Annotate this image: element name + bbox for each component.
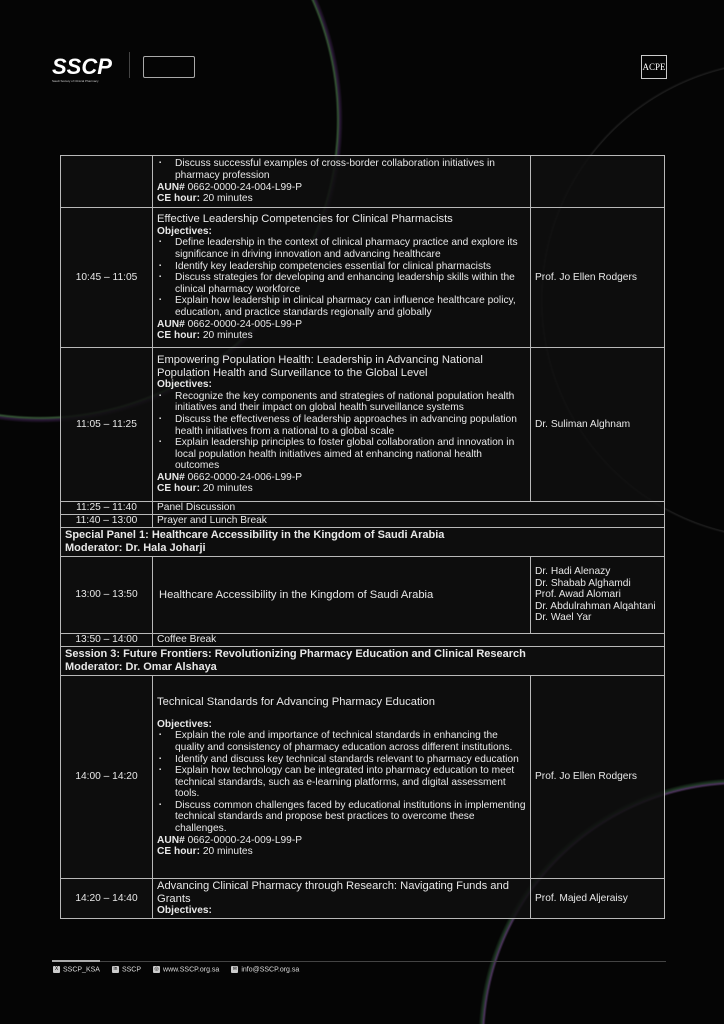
logo-text: SSCP bbox=[52, 54, 112, 79]
globe-icon: ◎ bbox=[154, 966, 159, 972]
moderator: Moderator: Dr. Omar Alshaya bbox=[65, 661, 217, 673]
footer-text: SSCP bbox=[121, 966, 142, 974]
ce-value: 20 minutes bbox=[202, 193, 253, 205]
table-row bbox=[61, 528, 665, 557]
sscp-logo bbox=[52, 54, 112, 83]
speaker-cell bbox=[531, 208, 665, 348]
objective-item: ▪ Identify and discuss key technical standards relevant to pharmacy education bbox=[175, 754, 528, 766]
ce-line bbox=[157, 846, 528, 858]
speaker-cell bbox=[531, 557, 665, 634]
aun-label: AUN# bbox=[157, 471, 185, 483]
time-cell: 14:20 – 14:40 bbox=[61, 879, 153, 919]
aun-label: AUN# bbox=[157, 181, 185, 193]
x-icon: X bbox=[54, 966, 59, 972]
logo-subtitle: Saudi Society of Clinical Pharmacy bbox=[52, 79, 99, 83]
section-title: Session 3: Future Frontiers: Revolutionizing Pharmacy Education and Clinical Research bbox=[65, 648, 526, 661]
objective-item: ▪ Explain how leadership in clinical pharmacy can influence healthcare policy, education, and practice standards regionally and globally bbox=[175, 295, 528, 318]
objective-item: ▪ Discuss common challenges faced by educational institutions in implementing technical standards and propose best practices to overcome these challenges. bbox=[175, 800, 528, 835]
ce-line bbox=[157, 193, 528, 205]
objective-item: ▪ Discuss successful examples of cross-border collaboration initiatives in pharmacy profession bbox=[175, 158, 528, 181]
aun-number: 0662-0000-24-009-L99-P bbox=[187, 834, 303, 846]
break-label: Panel Discussion bbox=[153, 502, 665, 515]
speaker-cell bbox=[531, 348, 665, 502]
partner-logo bbox=[143, 56, 195, 78]
agenda-table bbox=[60, 155, 665, 919]
time-cell: 13:00 – 13:50 bbox=[61, 557, 153, 634]
linkedin-icon: in bbox=[113, 966, 118, 972]
topic-title: Advancing Clinical Pharmacy through Research: Navigating Funds and Grants bbox=[157, 880, 509, 905]
aun-number: 0662-0000-24-006-L99-P bbox=[187, 471, 303, 483]
speaker-cell bbox=[531, 879, 665, 919]
topic-title: Effective Leadership Competencies for Clinical Pharmacists bbox=[157, 213, 453, 226]
topic-cell bbox=[153, 676, 531, 879]
ce-value: 20 minutes bbox=[202, 846, 253, 858]
time-cell: 10:45 – 11:05 bbox=[61, 208, 153, 348]
ce-line bbox=[157, 483, 528, 495]
footer-item[interactable] bbox=[112, 966, 141, 973]
table-row bbox=[61, 647, 665, 676]
objectives-list bbox=[157, 391, 528, 472]
objective-item: ▪ Define leadership in the context of clinical pharmacy practice and explore its significance in driving innovation and advancing healthcare bbox=[175, 237, 528, 260]
objectives-label: Objectives: bbox=[157, 225, 212, 237]
ce-value: 20 minutes bbox=[202, 483, 253, 495]
ce-label: CE hour: bbox=[157, 483, 201, 495]
aun-line bbox=[157, 472, 528, 484]
objective-item: ▪ Discuss strategies for developing and enhancing leadership skills within the clinical pharmacy workforce bbox=[175, 272, 528, 295]
table-row bbox=[61, 502, 665, 515]
topic-cell bbox=[153, 348, 531, 502]
aun-number: 0662-0000-24-004-L99-P bbox=[187, 181, 303, 193]
objectives-label: Objectives: bbox=[157, 379, 212, 391]
section-header bbox=[61, 647, 665, 676]
ce-line bbox=[157, 330, 528, 342]
table-row bbox=[61, 208, 665, 348]
table-row bbox=[61, 676, 665, 879]
table-row bbox=[61, 348, 665, 502]
topic-title: Empowering Population Health: Leadership in Advancing National Population Health and Surveillance to the Global Level bbox=[157, 353, 483, 379]
topic-title: Technical Standards for Advancing Pharmacy Education bbox=[157, 696, 435, 709]
aun-line bbox=[157, 835, 528, 847]
topic-cell bbox=[153, 156, 531, 208]
ce-label: CE hour: bbox=[157, 330, 201, 342]
speaker-name: Dr. Suliman Alghnam bbox=[535, 418, 631, 430]
aun-line bbox=[157, 182, 528, 194]
footer-item[interactable] bbox=[53, 966, 100, 973]
topic-title: Healthcare Accessibility in the Kingdom of Saudi Arabia bbox=[159, 588, 434, 601]
topic-cell bbox=[153, 208, 531, 348]
speaker-name: Prof. Jo Ellen Rodgers bbox=[535, 271, 637, 283]
time-cell: 11:25 – 11:40 bbox=[61, 502, 153, 515]
footer-text: info@SSCP.org.sa bbox=[241, 966, 300, 974]
objectives-label: Objectives: bbox=[157, 718, 212, 730]
footer-text: SSCP_KSA bbox=[63, 966, 100, 974]
acpe-logo: ACPE bbox=[641, 55, 667, 79]
topic-cell bbox=[153, 557, 531, 634]
aun-number: 0662-0000-24-005-L99-P bbox=[187, 318, 303, 330]
footer-item[interactable] bbox=[153, 966, 219, 973]
objective-item: ▪ Explain how technology can be integrated into pharmacy education to meet technical standards, such as e-learning platforms, and digital assessment tools. bbox=[175, 765, 528, 800]
objective-item: ▪ Identify key leadership competencies essential for clinical pharmacists bbox=[175, 261, 528, 273]
ce-label: CE hour: bbox=[157, 193, 201, 205]
speaker-cell bbox=[531, 156, 665, 208]
aun-label: AUN# bbox=[157, 318, 185, 330]
speaker-name: Prof. Majed Aljeraisy bbox=[535, 892, 628, 904]
footer-item[interactable] bbox=[231, 966, 299, 973]
aun-label: AUN# bbox=[157, 834, 185, 846]
objectives-list bbox=[157, 237, 528, 318]
ce-label: CE hour: bbox=[157, 846, 201, 858]
time-cell bbox=[61, 156, 153, 208]
moderator: Moderator: Dr. Hala Joharji bbox=[65, 542, 206, 554]
table-row bbox=[61, 879, 665, 919]
section-title: Special Panel 1: Healthcare Accessibility in the Kingdom of Saudi Arabia bbox=[65, 529, 445, 542]
objective-item: ▪ Explain leadership principles to foster global collaboration and innovation in local population health initiatives aimed at enhancing national health outcomes bbox=[175, 437, 528, 472]
table-row bbox=[61, 156, 665, 208]
aun-line bbox=[157, 319, 528, 331]
speaker-name: Dr. Shabab Alghamdi bbox=[535, 577, 631, 589]
break-label: Coffee Break bbox=[153, 634, 665, 647]
ce-value: 20 minutes bbox=[202, 330, 253, 342]
time-cell: 11:05 – 11:25 bbox=[61, 348, 153, 502]
topic-cell bbox=[153, 879, 531, 919]
section-header bbox=[61, 528, 665, 557]
objective-item: ▪ Explain the role and importance of technical standards in enhancing the quality and consistency of pharmacy education across different institutions. bbox=[175, 730, 528, 753]
table-row bbox=[61, 515, 665, 528]
time-cell: 14:00 – 14:20 bbox=[61, 676, 153, 879]
speaker-name: Dr. Wael Yar bbox=[535, 612, 592, 624]
speaker-cell bbox=[531, 676, 665, 879]
time-cell: 13:50 – 14:00 bbox=[61, 634, 153, 647]
objectives-list bbox=[157, 730, 528, 834]
objectives-label: Objectives: bbox=[157, 905, 212, 917]
footer bbox=[53, 966, 299, 973]
break-label: Prayer and Lunch Break bbox=[153, 515, 665, 528]
objective-item: ▪ Discuss the effectiveness of leadership approaches in advancing population health initiatives from a national to a global scale bbox=[175, 414, 528, 437]
objective-item: ▪ Recognize the key components and strategies of national population health initiatives and their impact on global health surveillance systems bbox=[175, 391, 528, 414]
speaker-name: Dr. Abdulrahman Alqahtani bbox=[535, 600, 656, 612]
mail-icon: ✉ bbox=[232, 966, 237, 972]
speaker-name: Prof. Jo Ellen Rodgers bbox=[535, 771, 637, 783]
logo-divider bbox=[129, 52, 130, 78]
table-row bbox=[61, 557, 665, 634]
time-cell: 11:40 – 13:00 bbox=[61, 515, 153, 528]
footer-text: www.SSCP.org.sa bbox=[163, 966, 220, 974]
speaker-name: Dr. Hadi Alenazy bbox=[535, 566, 611, 578]
table-row bbox=[61, 634, 665, 647]
footer-divider bbox=[52, 961, 666, 962]
objectives-list bbox=[157, 158, 528, 181]
speaker-name: Prof. Awad Alomari bbox=[535, 589, 621, 601]
